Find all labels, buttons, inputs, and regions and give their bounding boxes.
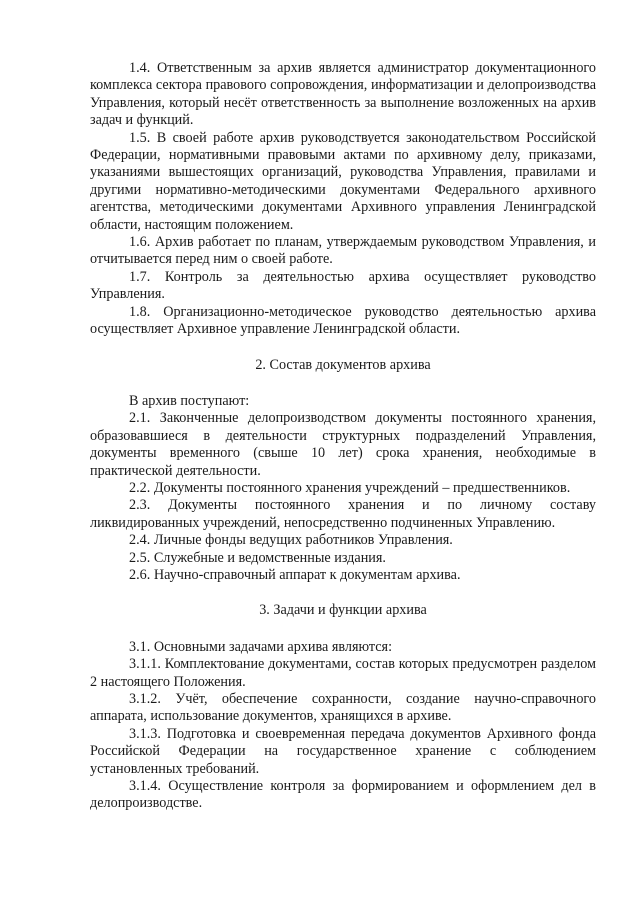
section-3-heading: 3. Задачи и функции архива (259, 602, 427, 619)
paragraph-1-5: 1.5. В своей работе архив руководствуется законодательством Российской Федерации, нормативными правовыми актами по архивному делу, приказами, указаниями вышестоящих организаций, руководства Управления, правилами и другими нормативно-методическими документами Федерального архивного агентства, методическими документами Архивного управления Ленинградской области, настоящим положением. (90, 129, 596, 233)
section-2-heading: 2. Состав документов архива (255, 356, 431, 373)
document-page (90, 60, 596, 813)
paragraph-2-2: 2.2. Документы постоянного хранения учреждений – предшественников. (129, 479, 571, 496)
paragraph-1-4: 1.4. Ответственным за архив является администратор документационного комплекса сектора правового сопровождения, информатизации и делопроизводства Управления, который несёт ответственность за выполнение возложенных на архив задач и функций. (90, 60, 596, 129)
paragraph-3-1: 3.1. Основными задачами архива являются: (129, 638, 393, 655)
paragraph-1-8: 1.8. Организационно-методическое руководство деятельностью архива осуществляет Архивное управление Ленинградской области. (90, 303, 596, 338)
paragraph-2-6: 2.6. Научно-справочный аппарат к документам архива. (129, 566, 461, 583)
paragraph-2-5: 2.5. Служебные и ведомственные издания. (129, 549, 386, 566)
paragraph-2-4: 2.4. Личные фонды ведущих работников Управления. (129, 532, 453, 549)
paragraph-3-1-4: 3.1.4. Осуществление контроля за формированием и оформлением дел в делопроизводстве. (90, 778, 596, 812)
paragraph-1-6: 1.6. Архив работает по планам, утверждаемым руководством Управления, и отчитывается перед ним о своей работе. (90, 234, 596, 268)
paragraph-3-1-2: 3.1.2. Учёт, обеспечение сохранности, создание научно-справочного аппарата, использование документов, хранящихся в архиве. (90, 691, 596, 725)
paragraph-intake-intro: В архив поступают: (129, 392, 250, 409)
paragraph-3-1-1: 3.1.1. Комплектование документами, состав которых предусмотрен разделом 2 настоящего Положения. (90, 656, 596, 690)
paragraph-2-3: 2.3. Документы постоянного хранения и по личному составу ликвидированных учреждений, непосредственно подчиненных Управлению. (90, 497, 596, 531)
paragraph-3-1-3: 3.1.3. Подготовка и своевременная передача документов Архивного фонда Российской Федерации на государственное хранение с соблюдением установленных требований. (90, 725, 596, 777)
paragraph-2-1: 2.1. Законченные делопроизводством документы постоянного хранения, образовавшиеся в деятельности структурных подразделений Управления, документы временного (свыше 10 лет) срока хранения, необходимые в практической деятельности. (90, 410, 596, 479)
paragraph-1-7: 1.7. Контроль за деятельностью архива осуществляет руководство Управления. (90, 268, 596, 303)
